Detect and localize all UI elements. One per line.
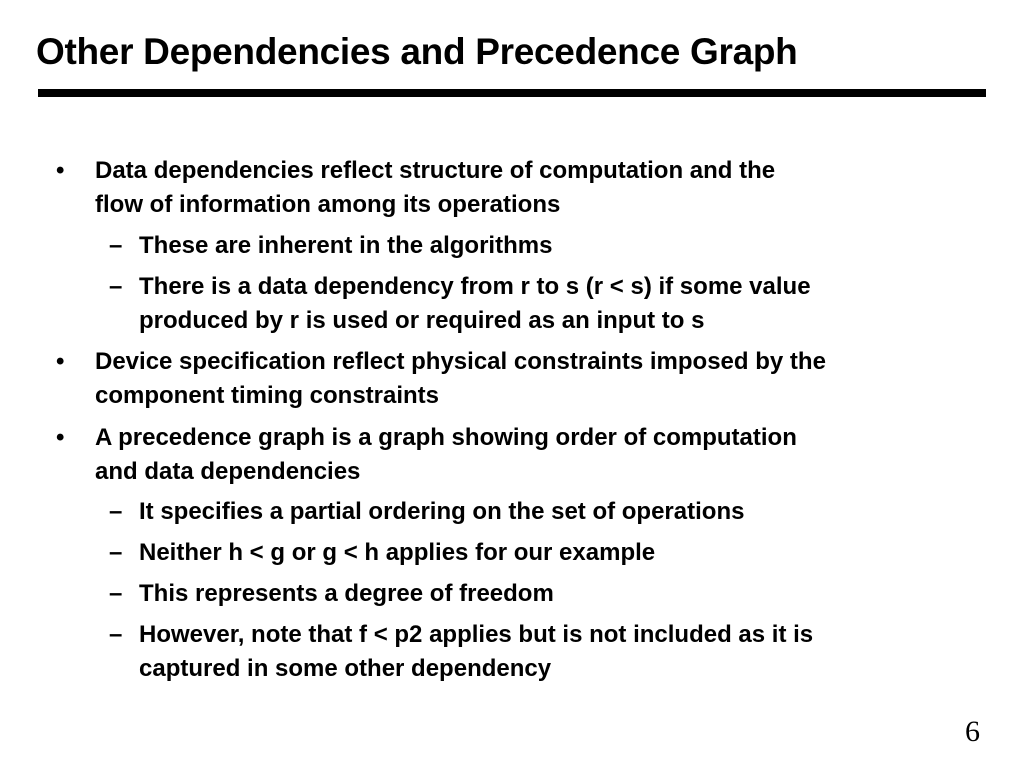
bullet-text-line: A precedence graph is a graph showing order of computation bbox=[95, 424, 797, 451]
bullet-text-line: Device specification reflect physical constraints imposed by the bbox=[95, 348, 826, 375]
bullet-text-line: flow of information among its operations bbox=[95, 191, 561, 218]
dash-marker: – bbox=[109, 539, 123, 566]
slide-title: Other Dependencies and Precedence Graph bbox=[36, 31, 798, 72]
sub-bullet-text-line: Neither h < g or g < h applies for our example bbox=[139, 539, 656, 566]
sub-bullet-text-line: It specifies a partial ordering on the set of operations bbox=[139, 498, 745, 525]
bullet-marker: • bbox=[56, 157, 65, 184]
dash-marker: – bbox=[109, 498, 123, 525]
bullet-text-line: component timing constraints bbox=[95, 382, 440, 409]
dash-marker: – bbox=[109, 273, 123, 300]
sub-bullet-text-line: This represents a degree of freedom bbox=[139, 580, 554, 607]
dash-marker: – bbox=[109, 580, 123, 607]
bullet-marker: • bbox=[56, 348, 65, 375]
dash-marker: – bbox=[109, 621, 123, 648]
bullet-text-line: Data dependencies reflect structure of computation and the bbox=[95, 157, 776, 184]
sub-bullet-text-line: These are inherent in the algorithms bbox=[139, 232, 553, 259]
sub-bullet-text-line: There is a data dependency from r to s (r < s) if some value bbox=[139, 273, 811, 300]
page-number: 6 bbox=[965, 715, 980, 748]
sub-bullet-text-line: However, note that f < p2 applies but is not included as it is bbox=[139, 621, 814, 648]
bullet-marker: • bbox=[56, 424, 65, 451]
bullet-text-line: and data dependencies bbox=[95, 458, 361, 485]
sub-bullet-text-line: produced by r is used or required as an input to s bbox=[139, 307, 705, 334]
sub-bullet-text-line: captured in some other dependency bbox=[139, 655, 552, 682]
dash-marker: – bbox=[109, 232, 123, 259]
